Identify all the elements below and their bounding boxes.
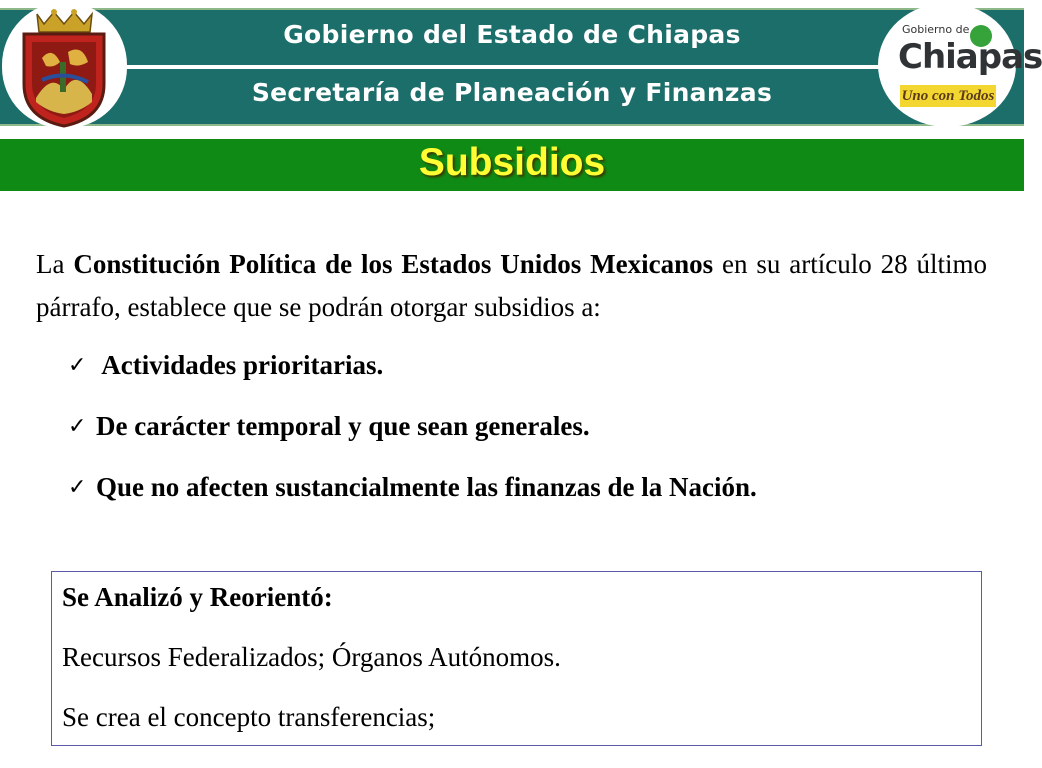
check-icon: ✓ — [68, 353, 87, 378]
list-item-text: De carácter temporal y que sean generales. — [96, 411, 590, 441]
chiapas-government-logo — [878, 3, 1042, 127]
secretariat-name: Secretaría de Planeación y Finanzas — [251, 78, 773, 107]
check-icon: ✓ — [68, 414, 87, 439]
intro-constitution: Constitución Política de los Estados Unidos Mexicanos — [73, 249, 714, 279]
box-line: Se crea el concepto transferencias; — [62, 702, 436, 732]
government-name: Gobierno del Estado de Chiapas — [283, 20, 741, 49]
list-item-text: Que no afecten sustancialmente las finanzas de la Nación. — [96, 472, 757, 502]
header-divider — [120, 65, 904, 69]
analysis-box — [51, 571, 982, 746]
list-item — [68, 344, 757, 405]
header-banner — [0, 8, 1024, 126]
intro-prefix: La — [36, 249, 74, 279]
slide-title: Subsidios — [418, 141, 606, 184]
subsidy-conditions-list — [68, 344, 757, 527]
logo-big-text: Chiapas — [898, 37, 1042, 77]
list-item — [68, 466, 757, 527]
check-icon: ✓ — [68, 475, 87, 500]
chiapas-coat-of-arms-logo — [2, 2, 127, 128]
intro-suffix: en su artículo 28 último párrafo, establece que se podrán otorgar subsidios a: — [36, 249, 987, 322]
box-line: Recursos Federalizados; Órganos Autónomos. — [62, 642, 561, 672]
logo-slogan: Uno con Todos — [900, 85, 996, 107]
list-item — [68, 405, 757, 466]
logo-small-text: Gobierno de — [902, 23, 970, 36]
box-heading: Se Analizó y Reorientó: — [62, 582, 333, 612]
intro-paragraph — [36, 243, 987, 329]
list-item-text: Actividades prioritarias. — [96, 350, 384, 380]
